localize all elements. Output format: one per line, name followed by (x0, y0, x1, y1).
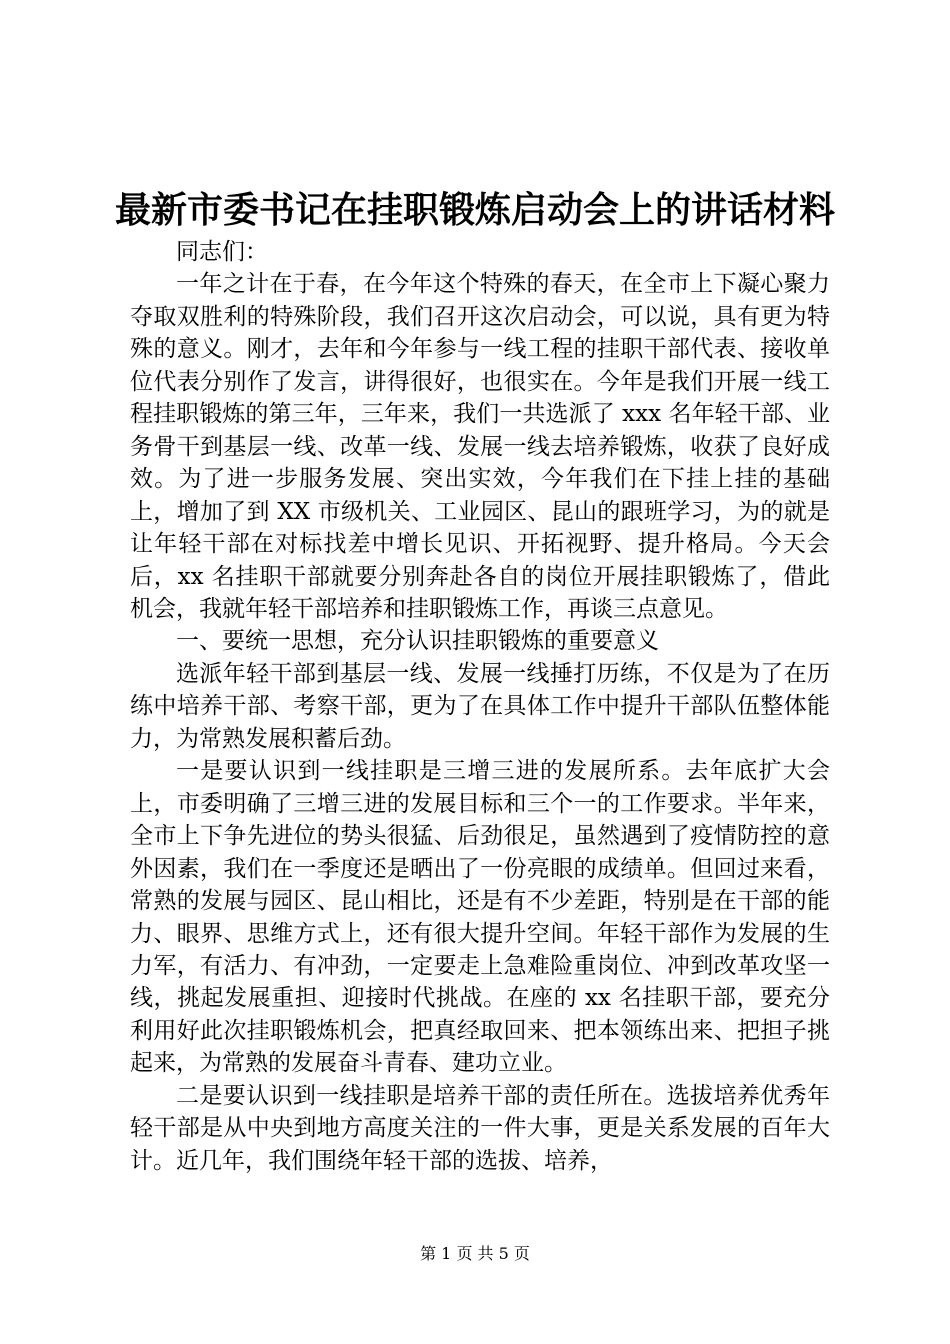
salutation-paragraph: 同志们： (176, 239, 268, 265)
document-title: 最新市委书记在挂职锻炼启动会上的讲话材料 (114, 189, 835, 231)
document-body (130, 236, 830, 1177)
page-footer: 第 1 页 共 5 页 (420, 1244, 530, 1263)
body-paragraph: 二是要认识到一线挂职是培养干部的责任所在。选拔培养优秀年轻干部是从中央到地方高度关注的一件大事，更是关系发展的百年大计。近几年，我们围绕年轻干部的选拔、培养， (130, 1082, 830, 1174)
section-heading: 一、要统一思想，充分认识挂职锻炼的重要意义 (176, 628, 659, 655)
body-paragraph: 选派年轻干部到基层一线、发展一线捶打历练，不仅是为了在历练中培养干部、考察干部，更为了在具体工作中提升干部队伍整体能力，为常熟发展积蓄后劲。 (130, 660, 830, 752)
intro-paragraph: 一年之计在于春，在今年这个特殊的春天，在全市上下凝心聚力夺取双胜利的特殊阶段，我们召开这次启动会，可以说，具有更为特殊的意义。刚才，去年和今年参与一线工程的挂职干部代表、接收单位代表分别作了发言，讲得很好，也很实在。今年是我们开展一线工程挂职锻炼的第三年，三年来，我们一共选派了 xxx 名年轻干部、业务骨干到基层一线、改革一线、发展一线去培养锻炼，收获了良好成效。为了进一步服务发展、突出实效，今年我们在下挂上挂的基础上，增加了到 XX 市级机关、工业园区、昆山的跟班学习，为的就是让年轻干部在对标找差中增长见识、开拓视野、提升格局。今天会后，xx 名挂职干部就要分别奔赴各自的岗位开展挂职锻炼了，借此机会，我就年轻干部培养和挂职锻炼工作，再谈三点意见。 (130, 271, 830, 622)
body-paragraph: 一是要认识到一线挂职是三增三进的发展所系。去年底扩大会上，市委明确了三增三进的发展目标和三个一的工作要求。半年来，全市上下争先进位的势头很猛、后劲很足，虽然遇到了疫情防控的意外因素，我们在一季度还是晒出了一份亮眼的成绩单。但回过来看，常熟的发展与园区、昆山相比，还是有不少差距，特别是在干部的能力、眼界、思维方式上，还有很大提升空间。年轻干部作为发展的生力军，有活力、有冲劲，一定要走上急难险重岗位、冲到改革攻坚一线，挑起发展重担、迎接时代挑战。在座的 xx 名挂职干部，要充分利用好此次挂职锻炼机会，把真经取回来、把本领练出来、把担子挑起来，为常熟的发展奋斗青春、建功立业。 (130, 758, 830, 1077)
